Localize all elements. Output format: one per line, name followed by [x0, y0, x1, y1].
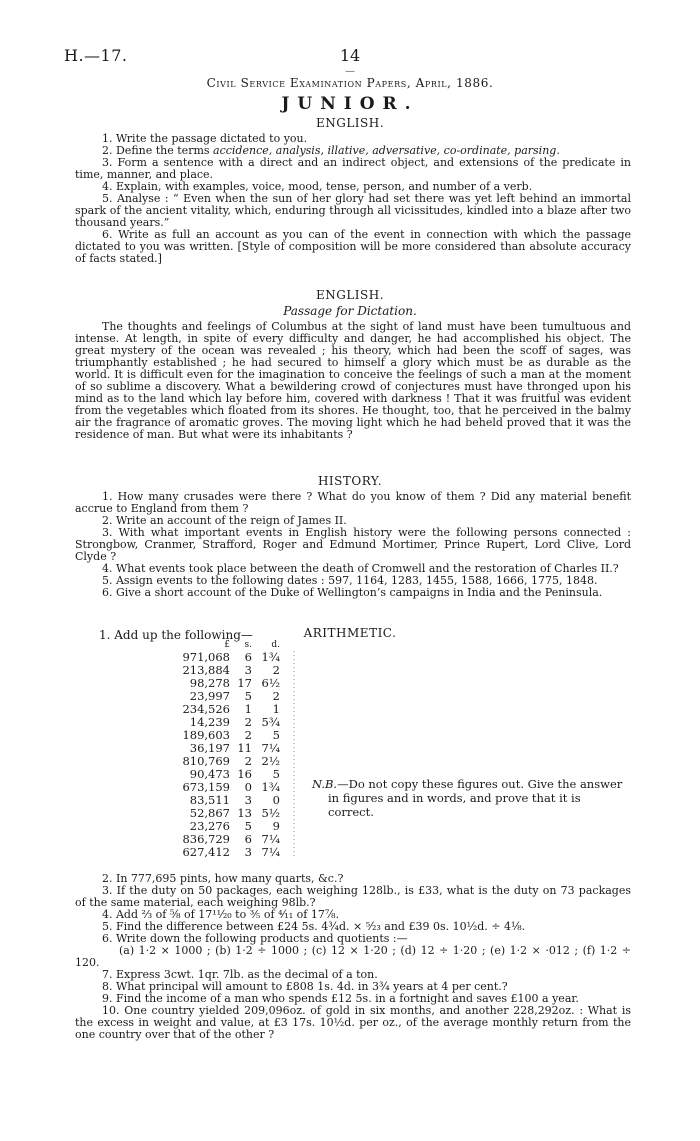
nota-bene-text-1: —Do not copy these figures out. Give the answer [337, 777, 623, 791]
pence-cell: 6½ [261, 676, 280, 690]
pounds-cell: 213,884 [182, 663, 230, 677]
pounds-cell: 23,276 [189, 819, 230, 833]
shillings-cell: 3 [244, 845, 252, 859]
shillings-cell: 2 [244, 754, 252, 768]
pence-cell: 7¼ [261, 845, 280, 859]
addition-row [174, 846, 282, 859]
nota-bene-line-2: in figures and in words, and prove that it is correct. [328, 791, 581, 819]
pounds-cell: 234,526 [182, 702, 230, 716]
history-question-6: 6. Give a short account of the Duke of Wellington’s campaigns in India and the Peninsula. [102, 586, 603, 599]
pence-cell: 7¼ [261, 832, 280, 846]
pounds-cell: 23,997 [189, 689, 230, 703]
history-heading: HISTORY. [317, 474, 383, 488]
english-questions [75, 133, 631, 265]
pounds-column-header: £ [224, 640, 230, 650]
table-bracket-dots [291, 651, 297, 859]
dictation-text: The thoughts and feelings of Columbus at the sight of land must have been tumultuous and intense. At length, in spite of every difficulty and danger, he had accomplished his object. The great mystery of the ocean was revealed ; his theory, which had been the scoff of sages, was triumphantly established ; he had secured to himself a glory which must be as durable as the world. It is difficult even for the imagination to conceive the feelings of such a man at the moment of so sublime a discovery. What a bewildering crowd of conjectures must have thronged upon his mind as to the land which lay before him, covered with darkness ! That it was fruitful was evident from the vegetables which floated from its shores. He thought, too, that he perceived in the balmy air the fragrance of aromatic groves. The moving light which he had beheld proved that it was the residence of man. But what were its inhabitants ? [75, 320, 631, 441]
shillings-cell: 16 [237, 767, 252, 781]
shillings-cell: 5 [244, 819, 252, 833]
pence-cell: 5 [272, 728, 280, 742]
shillings-cell: 3 [244, 663, 252, 677]
pence-cell: 1 [272, 702, 280, 716]
nota-bene-note [312, 777, 630, 819]
addition-table [174, 651, 282, 859]
dictation-subheading: Passage for Dictation. [283, 304, 417, 318]
shillings-cell: 6 [244, 650, 252, 664]
pence-cell: 5¾ [261, 715, 280, 729]
currency-column-headers [174, 640, 282, 650]
arithmetic-question-7: 7. Express 3cwt. 1qr. 7lb. as the decimal of a ton. [102, 968, 378, 981]
arithmetic-questions [75, 873, 631, 1041]
nota-bene-label: N.B. [312, 777, 338, 791]
nota-bene-line-1 [312, 777, 630, 791]
pence-cell: 1¾ [261, 780, 280, 794]
history-question-4: 4. What events took place between the death of Cromwell and the restoration of Charles II.? [102, 562, 619, 575]
level-heading: JUNIOR. [281, 94, 419, 114]
arithmetic-question-5: 5. Find the difference between £24 5s. 4¾d. × ⁵⁄₂₃ and £39 0s. 10½d. ÷ 4⅛. [102, 920, 526, 933]
dictation-passage [75, 321, 631, 441]
pence-cell: 2 [272, 689, 280, 703]
pence-cell: 2½ [261, 754, 280, 768]
pounds-cell: 836,729 [182, 832, 230, 846]
pounds-cell: 90,473 [189, 767, 230, 781]
english-question-1: 1. Write the passage dictated to you. [102, 132, 308, 145]
english-question-4: 4. Explain, with examples, voice, mood, tense, person, and number of a verb. [102, 180, 533, 193]
shillings-cell: 11 [237, 741, 252, 755]
shillings-cell: 13 [237, 806, 252, 820]
arithmetic-question-2: 2. In 777,695 pints, how many quarts, &c.? [102, 872, 344, 885]
arithmetic-question-3: 3. If the duty on 50 packages, each weighing 128lb., is £33, what is the duty on 73 packages of the same material, each weighing 98lb.? [75, 884, 631, 909]
history-question-2: 2. Write an account of the reign of James II. [102, 514, 347, 527]
english-question-2-terms: accidence, analysis, illative, adversative, co-ordinate, parsing. [213, 144, 560, 157]
history-question-5: 5. Assign events to the following dates : 597, 1164, 1283, 1455, 1588, 1666, 1775, 1848. [102, 574, 598, 587]
document-title: Civil Service Examination Papers, April, 1886. [206, 76, 494, 90]
pounds-cell: 673,159 [182, 780, 230, 794]
pence-cell: 7¼ [261, 741, 280, 755]
arithmetic-question-9: 9. Find the income of a man who spends £12 5s. in a fortnight and saves £100 a year. [102, 992, 579, 1005]
shillings-cell: 1 [244, 702, 252, 716]
page-number-dash: — [345, 66, 355, 77]
pence-cell: 2 [272, 663, 280, 677]
pence-cell: 1¾ [261, 650, 280, 664]
shillings-cell: 0 [244, 780, 252, 794]
pence-cell: 5 [272, 767, 280, 781]
shillings-cell: 2 [244, 728, 252, 742]
dictation-heading: ENGLISH. [315, 288, 385, 302]
arithmetic-question-1-label: 1. Add up the following— [99, 628, 253, 642]
shillings-cell: 2 [244, 715, 252, 729]
shillings-column-header: s. [244, 640, 252, 650]
pence-cell: 0 [272, 793, 280, 807]
english-question-6: 6. Write as full an account as you can of the event in connection with which the passage dictated to you was written. [Style of composition will be more considered than absolute accuracy of facts stated.] [75, 228, 631, 265]
pence-cell: 5½ [261, 806, 280, 820]
history-questions [75, 491, 631, 599]
history-question-3: 3. With what important events in English history were the following persons connected : Strongbow, Cranmer, Strafford, Roger and Edmund Mortimer, Prince Rupert, Lord Clive, Lord Clyde ? [75, 526, 631, 563]
arithmetic-question-6: 6. Write down the following products and quotients :— [102, 932, 408, 945]
document-reference: H.—17. [64, 46, 128, 65]
shillings-cell: 17 [237, 676, 252, 690]
pounds-cell: 971,068 [182, 650, 230, 664]
arithmetic-question-8: 8. What principal will amount to £808 1s. 4d. in 3¾ years at 4 per cent.? [102, 980, 508, 993]
english-heading: ENGLISH. [315, 116, 385, 130]
pounds-cell: 810,769 [182, 754, 230, 768]
pounds-cell: 83,511 [189, 793, 230, 807]
english-question-2-prefix: 2. Define the terms [102, 144, 214, 157]
shillings-cell: 6 [244, 832, 252, 846]
history-question-1: 1. How many crusades were there ? What do you know of them ? Did any material benefit accrue to England from them ? [75, 490, 631, 515]
pounds-cell: 36,197 [189, 741, 230, 755]
pounds-cell: 52,867 [189, 806, 230, 820]
page-number: 14 [339, 46, 361, 65]
pounds-cell: 98,278 [189, 676, 230, 690]
arithmetic-question-4: 4. Add ⅔ of ⅝ of 17¹¹⁄₂₀ to ⅗ of ⁴⁄₁₁ of 17⅞. [102, 908, 339, 921]
pounds-cell: 14,239 [189, 715, 230, 729]
shillings-cell: 5 [244, 689, 252, 703]
pence-column-header: d. [271, 640, 280, 650]
arithmetic-heading: ARITHMETIC. [303, 626, 397, 640]
arithmetic-question-10: 10. One country yielded 209,096oz. of gold in six months, and another 228,292oz. : What is the excess in weight and value, at £3 17s. 10½d. per oz., of the average monthly return from the one country over that of the other ? [75, 1004, 631, 1041]
english-question-3: 3. Form a sentence with a direct and an indirect object, and extensions of the predicate in time, manner, and place. [75, 156, 631, 181]
pence-cell: 9 [272, 819, 280, 833]
shillings-cell: 3 [244, 793, 252, 807]
pounds-cell: 627,412 [182, 845, 230, 859]
english-question-5: 5. Analyse : “ Even when the sun of her glory had set there was yet left behind an immortal spark of the ancient vitality, which, enduring through all vicissitudes, kindled into a blaze after two thousand years.” [75, 192, 631, 229]
pounds-cell: 189,603 [182, 728, 230, 742]
arithmetic-question-6-parts: (a) 1·2 × 1000 ; (b) 1·2 ÷ 1000 ; (c) 12 × 1·20 ; (d) 12 ÷ 1·20 ; (e) 1·2 × ·012 ; (f) 1·2 ÷ 120. [75, 944, 631, 969]
